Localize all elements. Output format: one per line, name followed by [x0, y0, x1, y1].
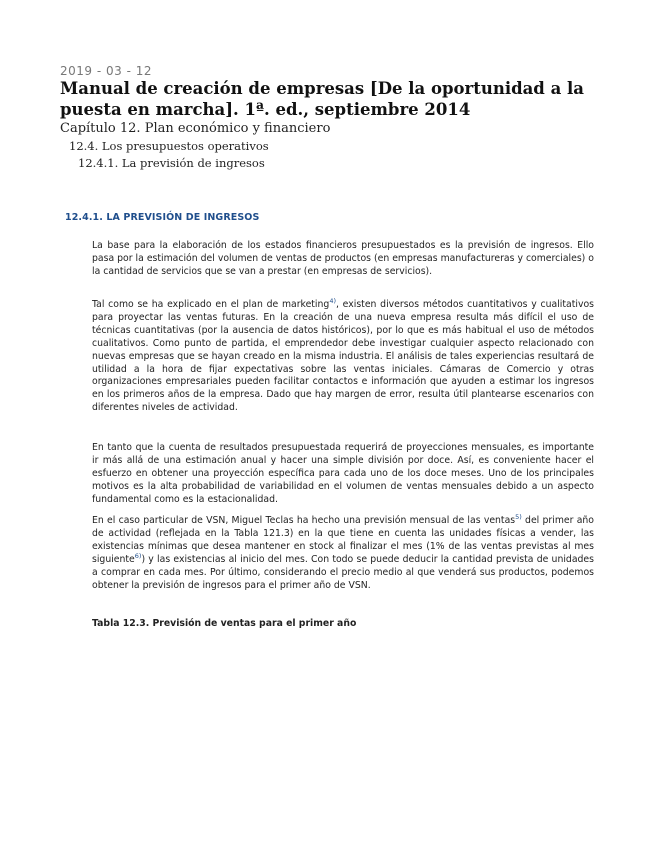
paragraph-4	[92, 512, 594, 592]
paragraph-3: En tanto que la cuenta de resultados presupuestada requerirá de proyecciones mensuales, es importante ir más allá de una estimación anual y hacer una simple división por doce. Así, es conveniente hacer el esfuerzo en obtener una proyección específica para cada uno de los doce meses. Uno de los principales motivos es la alta probabilidad de variabilidad en el volumen de ventas mensuales debido a un aspecto fundamental como es la estacionalidad.	[92, 442, 594, 505]
paragraph-1: La base para la elaboración de los estados financieros presupuestados es la previsión de ingresos. Ello pasa por la estimación del volumen de ventas de productos (en empresas manufactureras y comerciales) o la cantidad de servicios que se van a prestar (en empresas de servicios).	[92, 240, 594, 277]
paragraph-2	[92, 296, 594, 415]
footnote-ref-6[interactable]: 6)	[134, 551, 142, 560]
table-caption: Tabla 12.3. Previsión de ventas para el primer año	[92, 618, 357, 629]
paragraph-4-text-a: En el caso particular de VSN, Miguel Teclas ha hecho una previsión mensual de las ventas	[92, 515, 516, 526]
paragraph-4-text-c: ) y las existencias al inicio del mes. Con todo se puede deducir la cantidad prevista de unidades a comprar en cada mes. Por último, considerando el precio medio al que venderá sus productos, podemos obtener la previsión de ingresos para el primer año de VSN.	[92, 553, 594, 591]
document-date: 2019 - 03 - 12	[60, 64, 152, 78]
section-title: 12.4. Los presupuestos operativos	[69, 139, 269, 153]
chapter-title: Capítulo 12. Plan económico y financiero	[60, 121, 331, 136]
book-title: Manual de creación de empresas [De la oportunidad a la puesta en marcha]. 1ª. ed., septiembre 2014	[60, 79, 584, 119]
footnote-ref-5[interactable]: 5)	[515, 512, 522, 521]
paragraph-2-text-b: , existen diversos métodos cuantitativos y cualitativos para proyectar las ventas futuras. En la creación de una nueva empresa resulta más difícil el uso de técnicas cuantitativas (por la ausencia de datos históricos), por lo que es más habitual el uso de métodos cualitativos. Como punto de partida, el emprendedor debe investigar cualquier aspecto relacionado con nuevas empresas que se hayan creado en la misma industria. El análisis de tales experiencias resultará de utilidad a la hora de fijar expectativas sobre las ventas iniciales. Cámaras de Comercio y otras organizaciones empresariales pueden facilitar contactos e información que ayuden a estimar los ingresos en los primeros años de la empresa. Dado que hay margen de error, resulta útil plantearse escenarios con diferentes niveles de actividad.	[92, 299, 594, 414]
footnote-ref-4[interactable]: 4)	[329, 296, 336, 305]
section-heading: 12.4.1. LA PREVISIÓN DE INGRESOS	[65, 212, 260, 223]
paragraph-2-text-a: Tal como se ha explicado en el plan de marketing	[92, 299, 330, 310]
subsection-title: 12.4.1. La previsión de ingresos	[78, 156, 265, 170]
paragraph-4-text-b: del primer año de actividad (reflejada en la Tabla 121.3) en la que tiene en cuenta las unidades físicas a vender, las existencias mínimas que desea mantener en stock al finalizar el mes (1% de las ventas previstas al mes siguiente	[92, 515, 594, 565]
